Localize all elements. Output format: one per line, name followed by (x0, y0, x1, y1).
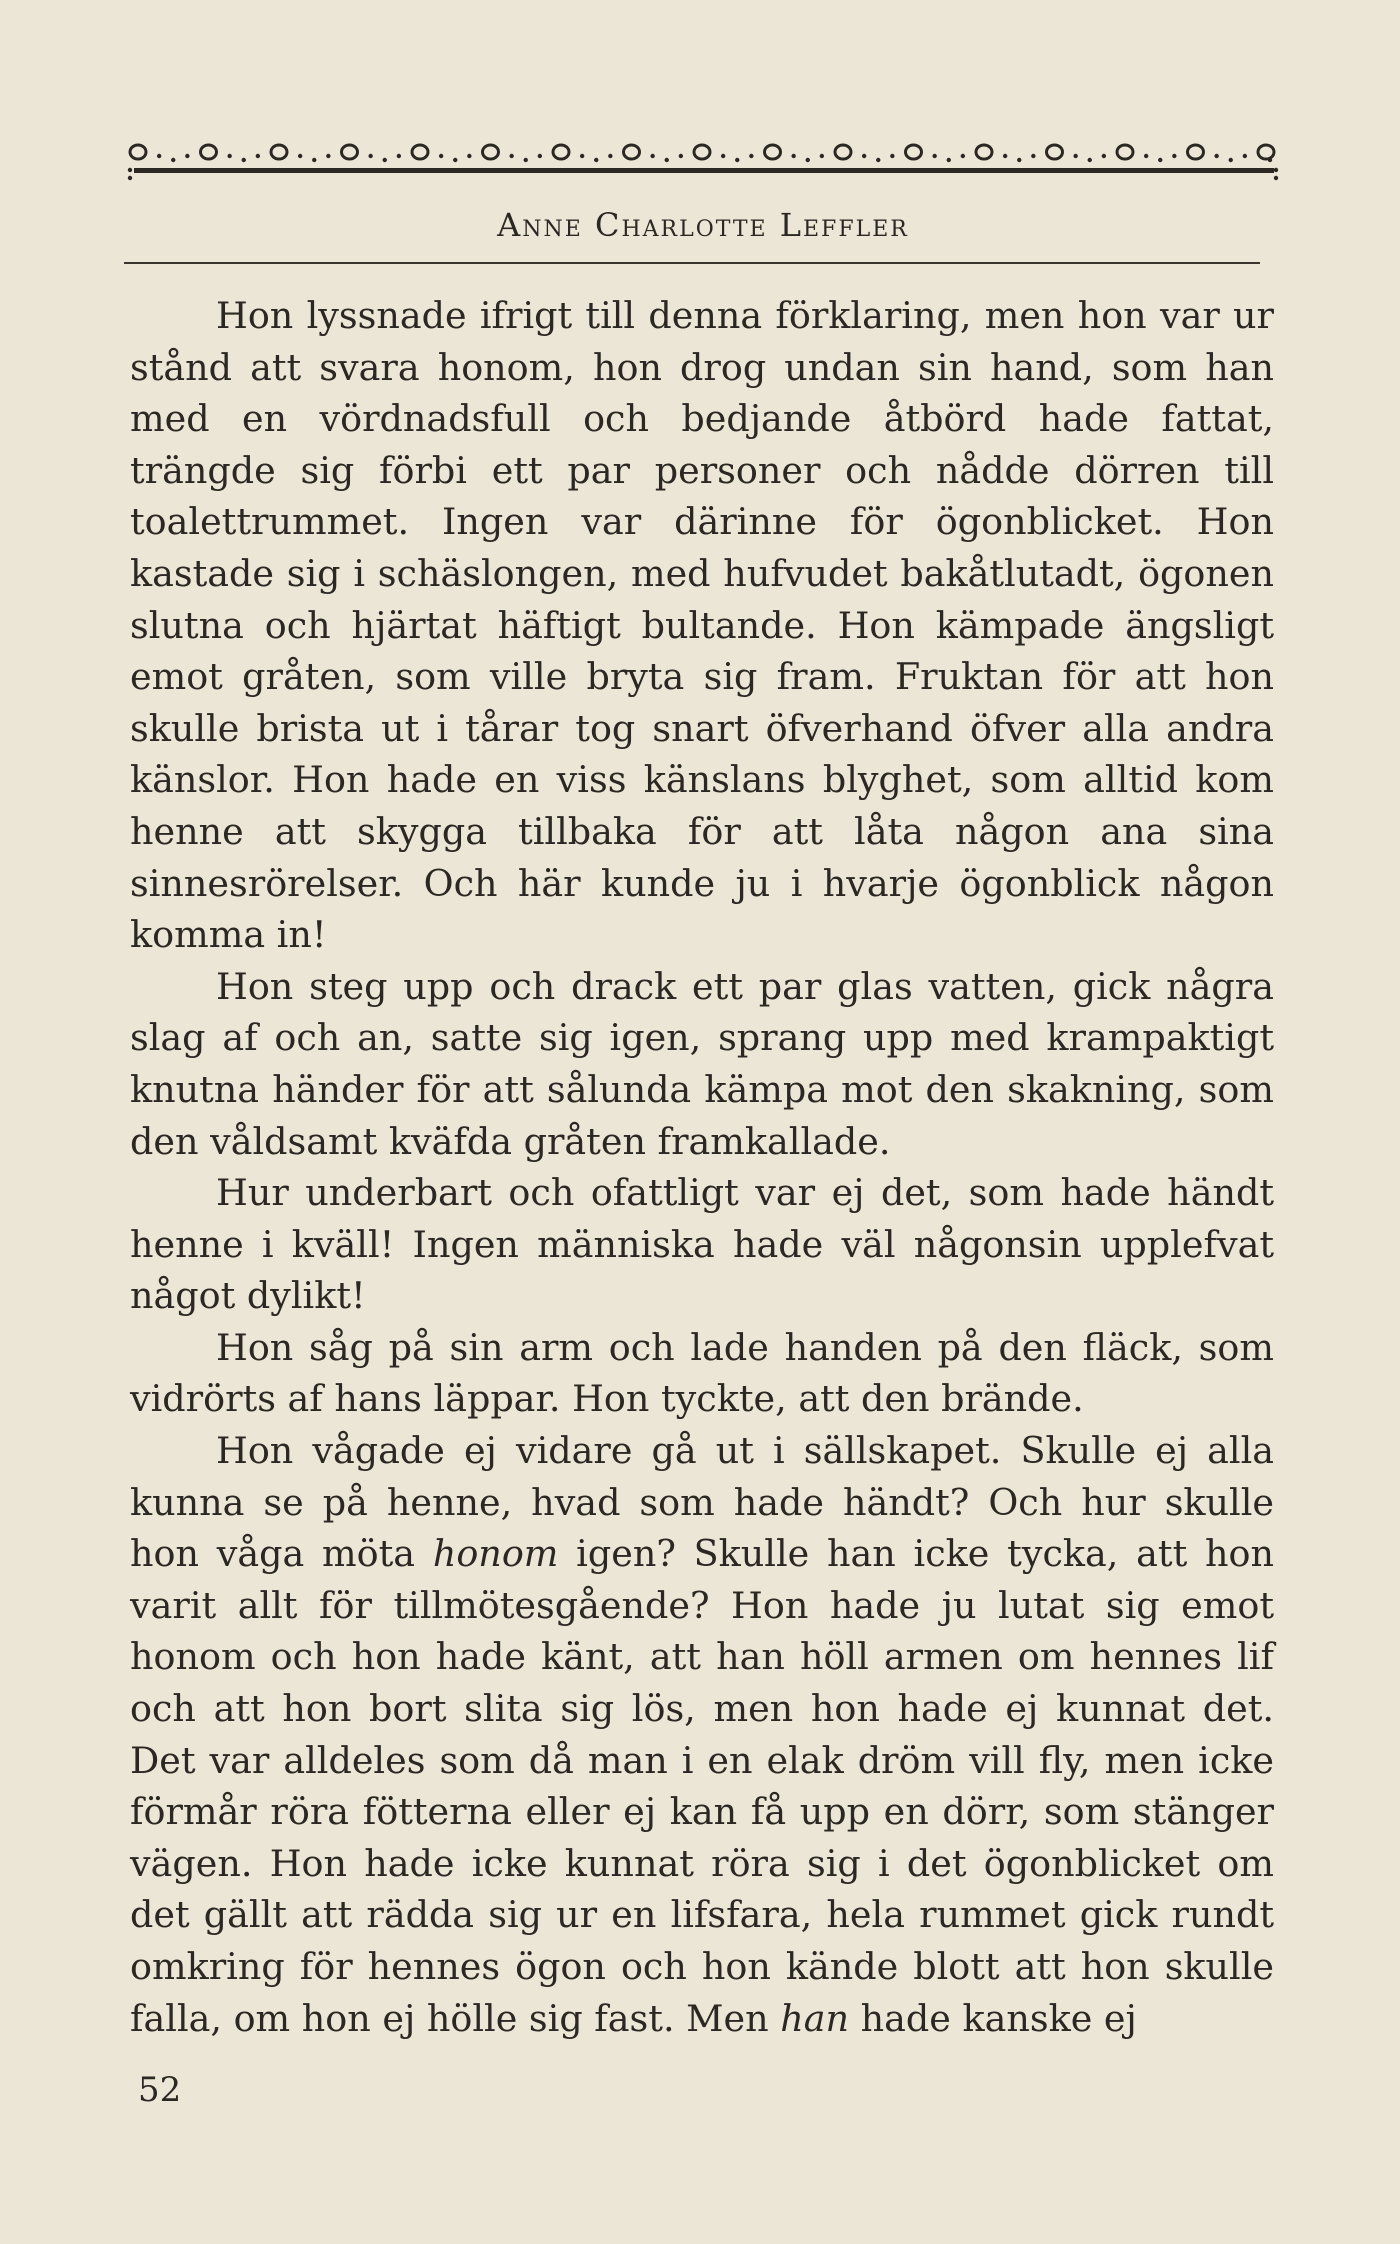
paragraph-4: Hon såg på sin arm och lade handen på den fläck, som vidrörts af hans läppar. Hon tyckte, att den brände. (130, 1325, 1274, 1421)
paragraph-5-part-2: igen? Skulle han icke tycka, att hon varit allt för tillmötesgående? Hon hade ju lutat sig emot honom och hon hade känt, att han höll armen om hennes lif och att hon bort slita sig lös, men hon hade ej kunnat det. Det var alldeles som då man i en elak dröm vill fly, men icke förmår röra fötterna eller ej kan få upp en dörr, som stänger vägen. Hon hade icke kunnat röra sig i det ögonblicket om det gällt att rädda sig ur en lifsfara, hela rummet gick rundt omkring för hennes ögon och hon kände blott att hon skulle falla, om hon ej hölle sig fast. Men (130, 1532, 1274, 2040)
emphasis-han: han (780, 1996, 850, 2040)
paragraph-5-part-3: hade kanske ej (849, 1996, 1137, 2040)
paragraph-3: Hur underbart och ofattligt var ej det, som hade händt henne i kväll! Ingen människa hade väl någonsin upplefvat något dylikt! (130, 1171, 1274, 1318)
body-text (130, 290, 1274, 2044)
emphasis-honom: honom (432, 1532, 559, 1576)
paragraph-1: Hon lyssnade ifrigt till denna förklaring, men hon var ur stånd att svara honom, hon drog undan sin hand, som han med en vördnadsfull och bedjande åtbörd hade fattat, trängde sig förbi ett par personer och nådde dörren till toalettrummet. Ingen var därinne för ögonblicket. Hon kastade sig i schäslongen, med hufvudet bakåtlutadt, ögonen slutna och hjärtat häftigt bultande. Hon kämpade ängsligt emot gråten, som ville bryta sig fram. Fruktan för att hon skulle brista ut i tårar tog snart öfverhand öfver alla andra känslor. Hon hade en viss känslans blyghet, som alltid kom henne att skygga tillbaka för att låta någon ana sina sinnesrörelser. Och här kunde ju i hvarje ögonblick någon komma in! (130, 294, 1274, 957)
paragraph-2: Hon steg upp och drack ett par glas vatten, gick några slag af och an, satte sig igen, sprang upp med krampaktigt knutna händer för att sålunda kämpa mot den skakning, som den våldsamt kväfda gråten framkallade. (130, 964, 1274, 1163)
ornament-chain-icon (124, 126, 1282, 182)
running-head: Anne Charlotte Leffler (497, 206, 909, 244)
header-rule (124, 262, 1260, 264)
paragraph-5 (130, 1425, 1274, 2044)
page-number: 52 (138, 2070, 182, 2110)
ornamental-border (124, 126, 1282, 182)
paragraph-5-part-1: Hon vågade ej vidare gå ut i sällskapet. Skulle ej alla kunna se på henne, hvad som hade händt? Och hur skulle hon våga möta (130, 1429, 1274, 1576)
